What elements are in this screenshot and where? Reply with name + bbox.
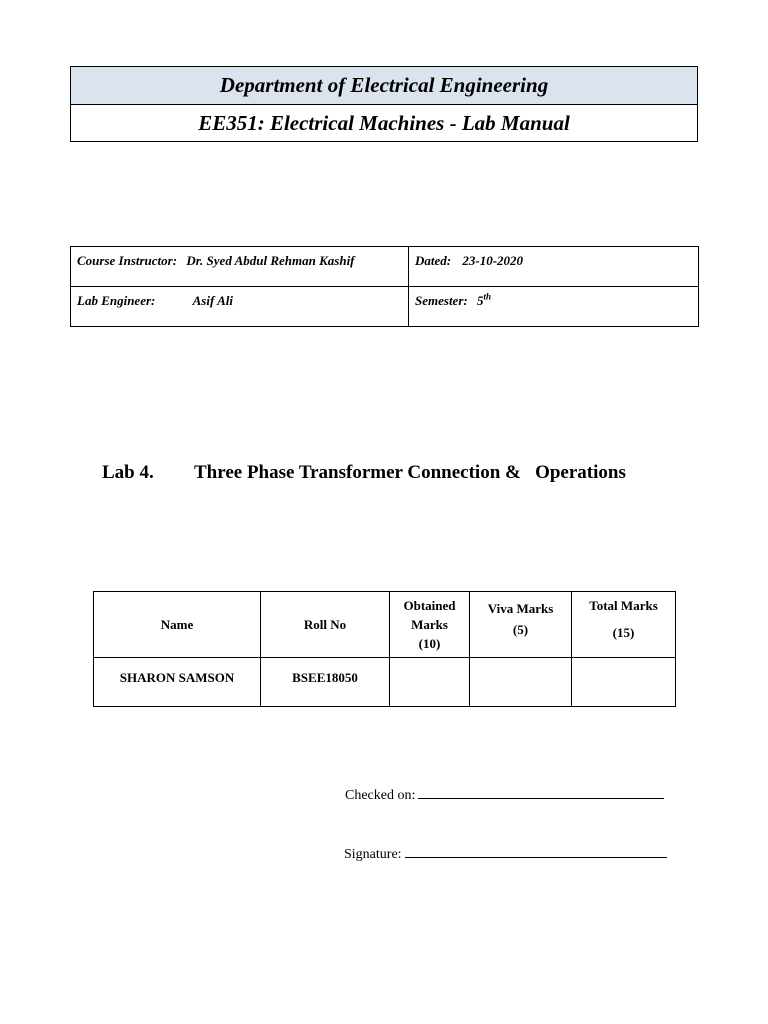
signature-line xyxy=(344,845,667,863)
semester-label: Semester: xyxy=(415,293,468,309)
header-obtained-line1: Obtained xyxy=(403,598,456,613)
header-name xyxy=(94,592,261,658)
obtained-marks-cell xyxy=(390,658,470,707)
instructor-cell xyxy=(71,247,409,287)
header-viva-line1: Viva Marks xyxy=(487,601,554,616)
table-row xyxy=(94,658,676,707)
total-marks-cell xyxy=(572,658,676,707)
lab-title-text: Three Phase Transformer Connection & Operations xyxy=(194,462,626,483)
semester-suffix: th xyxy=(483,291,491,302)
header-roll xyxy=(261,592,390,658)
semester-cell xyxy=(409,287,699,327)
marks-table xyxy=(93,591,676,707)
header-total-line1: Total Marks xyxy=(589,598,658,613)
header-obtained-line2: Marks xyxy=(411,617,448,632)
header-obtained-line3: (10) xyxy=(418,636,441,651)
viva-marks-cell xyxy=(470,658,572,707)
course-title: EE351: Electrical Machines - Lab Manual xyxy=(198,110,570,135)
header-viva-line2: (5) xyxy=(512,622,529,637)
header-roll-label: Roll No xyxy=(303,617,347,632)
signature-label: Signature: xyxy=(344,847,402,862)
header-total-line2: (15) xyxy=(612,625,635,640)
header-viva xyxy=(470,592,572,658)
dated-cell xyxy=(409,247,699,287)
dated-label: Dated: xyxy=(415,252,452,268)
lab-heading xyxy=(102,462,626,484)
department-title: Department of Electrical Engineering xyxy=(71,67,697,105)
student-name: SHARON SAMSON xyxy=(94,658,261,707)
instructor-name: Dr. Syed Abdul Rehman Kashif xyxy=(186,252,355,268)
instructor-label: Course Instructor: xyxy=(77,252,178,268)
signature-blank xyxy=(405,845,667,858)
checked-on-blank xyxy=(418,786,664,799)
checked-on-label: Checked on: xyxy=(345,788,416,803)
engineer-name: Asif Ali xyxy=(192,292,233,308)
engineer-cell xyxy=(71,287,409,327)
lab-number: Lab 4. xyxy=(102,462,154,483)
marks-table-header xyxy=(94,592,676,658)
engineer-label: Lab Engineer: xyxy=(77,292,156,308)
document-header xyxy=(70,66,698,142)
semester-value: 5 xyxy=(476,293,484,309)
header-total xyxy=(572,592,676,658)
header-name-label: Name xyxy=(160,617,194,632)
info-row xyxy=(71,247,699,287)
header-obtained xyxy=(390,592,470,658)
course-info-table xyxy=(70,246,699,327)
info-row xyxy=(71,287,699,327)
dated-value: 23-10-2020 xyxy=(462,252,524,268)
student-roll: BSEE18050 xyxy=(261,658,390,707)
checked-on-line xyxy=(345,786,664,804)
